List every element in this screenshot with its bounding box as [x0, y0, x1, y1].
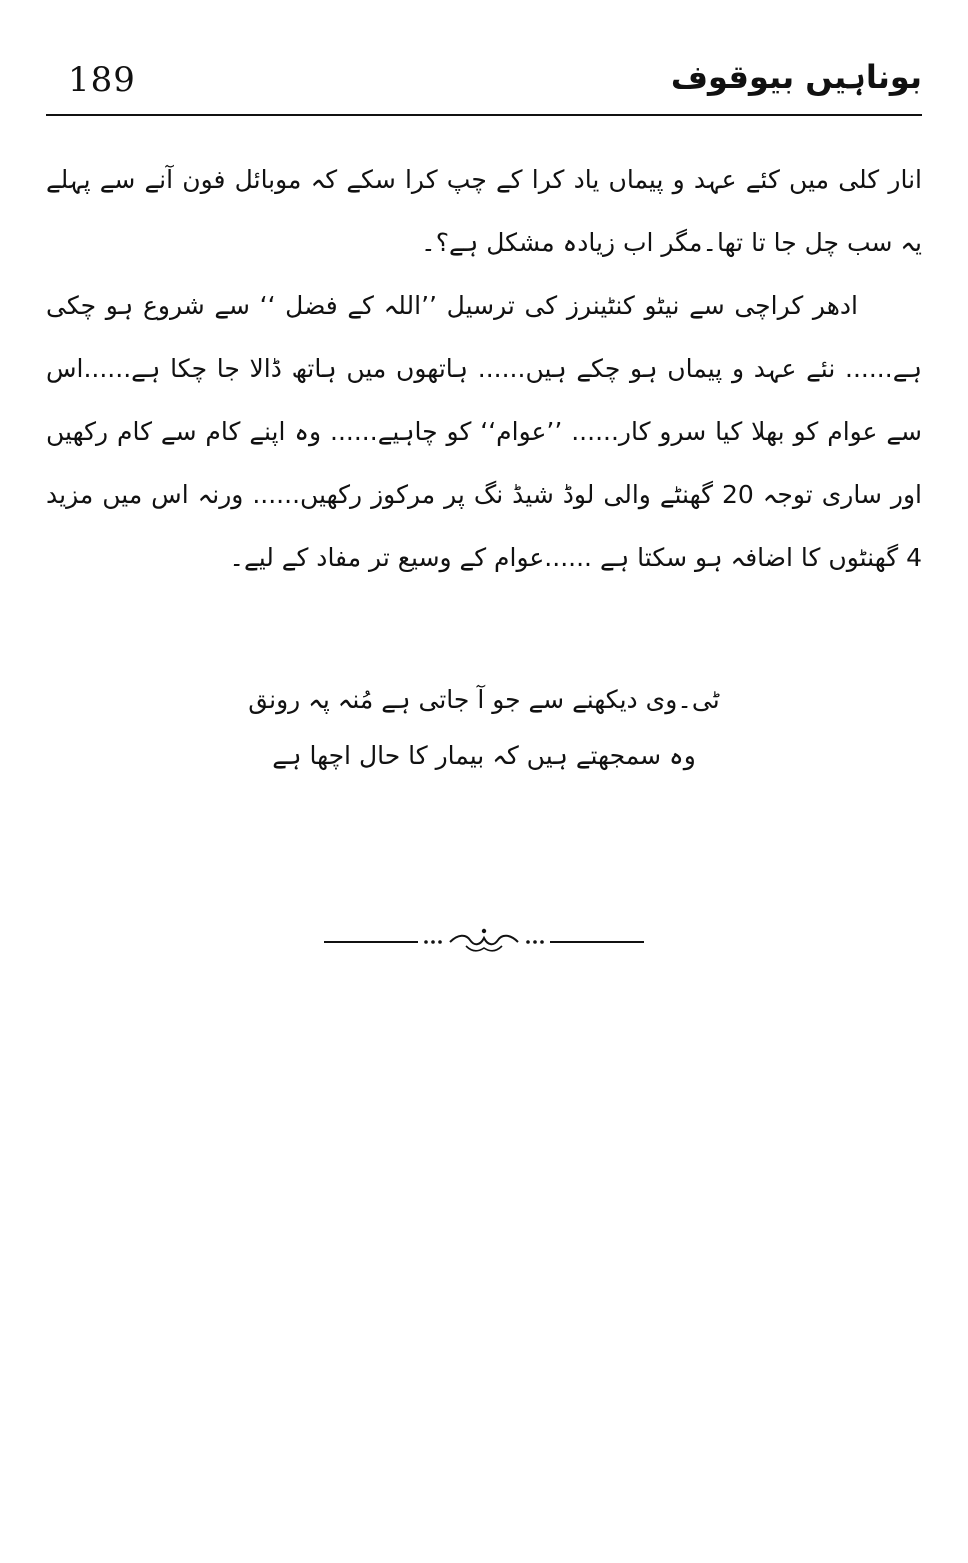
header-rule — [46, 114, 922, 116]
page-number: 189 — [68, 60, 136, 100]
body-text — [46, 148, 922, 589]
running-title: بوناہیں بیوقوف — [670, 58, 922, 96]
decorative-divider-icon — [320, 922, 648, 956]
verse-line-1: ٹی۔وی دیکھنے سے جو آ جاتی ہے مُنہ پہ رونق — [248, 685, 720, 714]
paragraph-1: انار کلی میں کئے عہد و پیماں یاد کرا کے چپ کرا سکے کہ موبائل فون آنے سے پہلے یہ سب چل جا تا تھا۔مگر اب زیادہ مشکل ہے؟۔ — [46, 165, 922, 257]
page-header — [46, 52, 922, 112]
verse-couplet — [46, 672, 922, 784]
verse-line-2: وہ سمجھتے ہیں کہ بیمار کا حال اچھا ہے — [272, 741, 696, 770]
paragraph-2: ادھر کراچی سے نیٹو کنٹینرز کی ترسیل ’’اللہ کے فضل ‘‘ سے شروع ہو چکی ہے...... نئے عہد و پیماں ہو چکے ہیں...... ہاتھوں میں ہاتھ ڈالا جا چکا ہے......اس سے عوام کو بھلا کیا سرو کار...... ’’عوام‘‘ کو چاہیے...... وہ اپنے کام سے کام رکھیں اور ساری توجہ 20 گھنٹے والی لوڈ شیڈ نگ پر مرکوز رکھیں...... ورنہ اس میں مزید 4 گھنٹوں کا اضافہ ہو سکتا ہے ......عوام کے وسیع تر مفاد کے لیے۔ — [46, 291, 922, 572]
